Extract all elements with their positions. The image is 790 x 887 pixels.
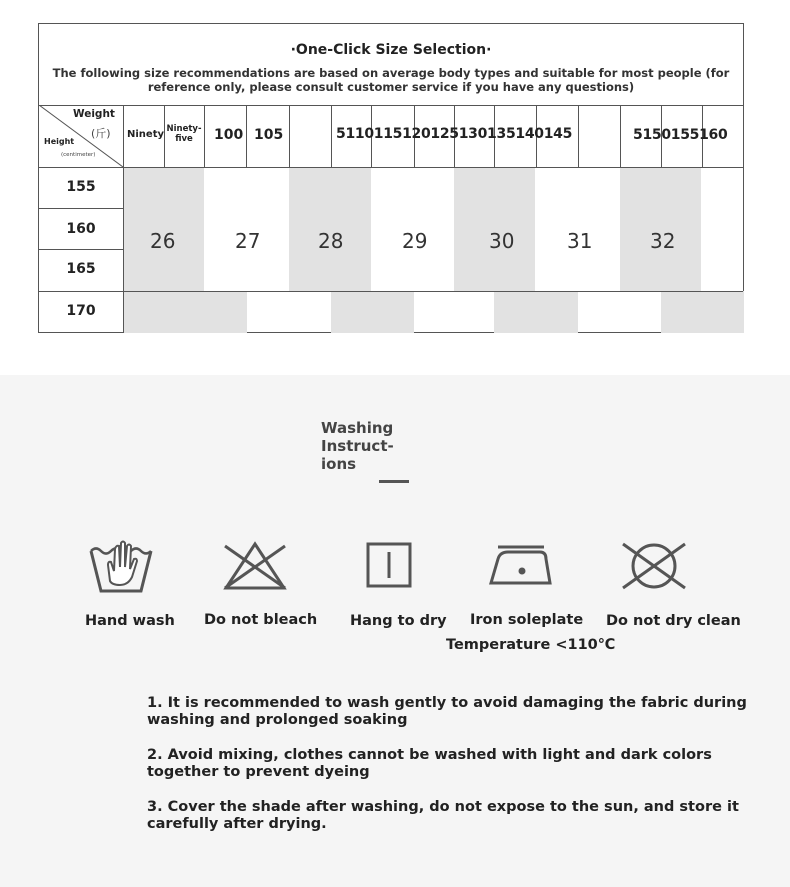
chart-title: ·One-Click Size Selection·: [290, 42, 492, 58]
size-chart: [38, 23, 744, 333]
weight-unit: (斤): [91, 127, 111, 140]
no-dry-clean-icon: [620, 541, 688, 591]
iron-temperature-label: Temperature <110℃: [446, 637, 616, 653]
shade-170-c: [494, 291, 578, 333]
size-26: 26: [150, 229, 176, 253]
title-divider: [379, 480, 409, 483]
hand-wash-label: Hand wash: [85, 613, 175, 629]
shade-170-b: [331, 291, 414, 333]
washing-note-3: 3. Cover the shade after washing, do not expose to the sun, and store it carefully after drying.: [147, 799, 739, 832]
washing-note-1: 1. It is recommended to wash gently to avoid damaging the fabric during washing and prolonged soaking: [147, 695, 747, 728]
height-165: 165: [66, 261, 96, 277]
washing-title-line1: Washing Instruct-: [321, 419, 394, 455]
size-31: 31: [567, 229, 593, 253]
height-unit: (centimeter): [61, 152, 96, 158]
height-160: 160: [66, 221, 96, 237]
washing-section: [0, 375, 790, 887]
iron-label: Iron soleplate: [470, 612, 584, 628]
shade-170-d: [661, 291, 744, 333]
hand-wash-icon: [88, 537, 154, 595]
size-32: 32: [650, 229, 676, 253]
size-30: 30: [489, 229, 515, 253]
iron-icon: [488, 543, 554, 587]
weight-header-150-160: 5150155160: [633, 127, 728, 143]
chart-subtitle: The following size recommendations are based on average body types and suitable for most people (for reference only, please consult customer service if you have any questions): [52, 66, 730, 94]
hang-dry-label: Hang to dry: [350, 613, 447, 629]
size-27: 27: [235, 229, 261, 253]
height-170: 170: [66, 303, 96, 319]
weight-header-ninety: Ninety: [127, 129, 164, 140]
washing-title-line2: ions: [321, 455, 357, 473]
weight-header-105: 105: [254, 127, 284, 143]
weight-header-110-145: 5110115120125130135140145: [336, 126, 573, 142]
no-bleach-label: Do not bleach: [204, 612, 318, 628]
weight-label: Weight: [73, 108, 115, 120]
washing-title: [321, 419, 471, 473]
shade-170-a: [123, 291, 247, 333]
height-155: 155: [66, 179, 96, 195]
no-bleach-icon: [222, 541, 288, 591]
weight-header-100: 100: [214, 127, 244, 143]
size-29: 29: [402, 229, 428, 253]
size-28: 28: [318, 229, 344, 253]
no-dry-clean-label: Do not dry clean: [606, 613, 741, 629]
height-label: Height: [44, 137, 75, 146]
washing-note-2: 2. Avoid mixing, clothes cannot be washed with light and dark colors together to prevent dyeing: [147, 747, 712, 780]
hang-dry-icon: [366, 542, 412, 588]
weight-header-ninety-five: Ninety-five: [166, 124, 202, 144]
